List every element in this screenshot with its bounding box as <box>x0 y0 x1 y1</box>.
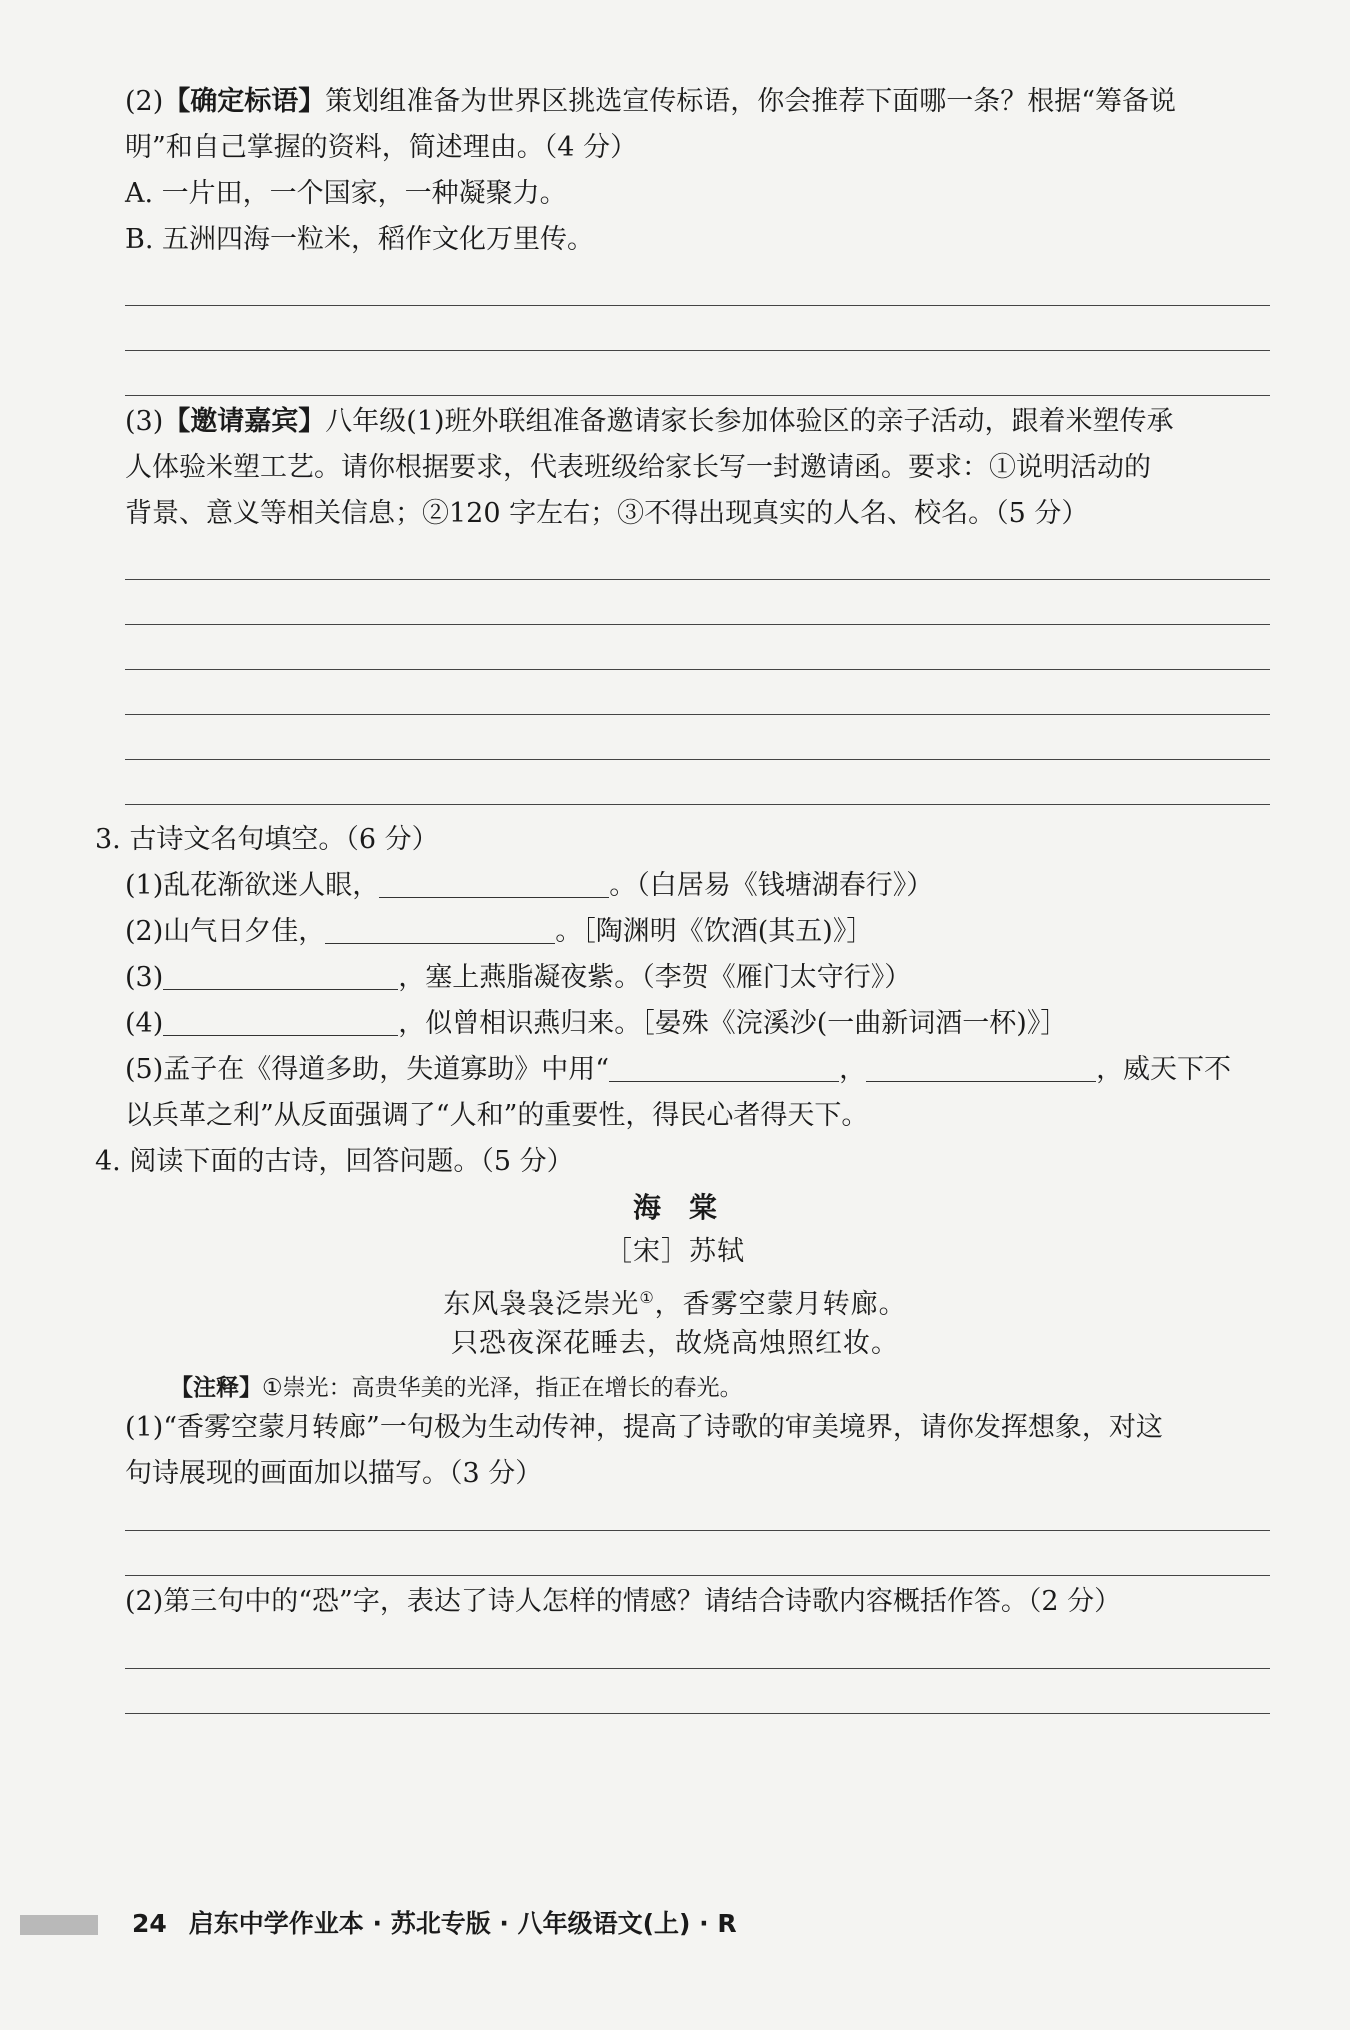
q3-item-5-line-2: 以兵革之利”从反面强调了“人和”的重要性，得民心者得天下。 <box>125 1100 869 1131</box>
poem-title: 海 棠 <box>632 1191 717 1224</box>
poem-note: 【注释】①崇光：高贵华美的光泽，指正在增长的春光。 <box>170 1375 743 1401</box>
q4-sub-2: (2)第三句中的“恐”字，表达了诗人怎样的情感？请结合诗歌内容概括作答。（2 分） <box>125 1586 1122 1617</box>
q3-item-2: (2)山气日夕佳， 。［陶渊明《饮酒(其五)》］ <box>125 912 1270 952</box>
answer-line[interactable] <box>125 804 1270 805</box>
answer-line[interactable] <box>125 395 1270 396</box>
answer-line[interactable] <box>125 305 1270 306</box>
q2-2-text-line-1: (2)【确定标语】策划组准备为世界区挑选宣传标语，你会推荐下面哪一条？根据“筹备说 <box>125 86 1177 117</box>
question-number: (3) <box>125 406 164 437</box>
question-tag: 【确定标语】 <box>163 86 326 117</box>
q2-2-text-line-2: 明”和自己掌握的资料，简述理由。（4 分） <box>125 132 638 163</box>
answer-line[interactable] <box>125 579 1270 580</box>
poem-line-2: 只恐夜深花睡去，故烧高烛照红妆。 <box>451 1328 899 1359</box>
answer-line[interactable] <box>125 350 1270 351</box>
q3-item-3: (3) ，塞上燕脂凝夜紫。（李贺《雁门太守行》） <box>125 958 1270 998</box>
q2-2-option-a: A. 一片田，一个国家，一种凝聚力。 <box>125 178 567 209</box>
footnote-mark: ① <box>639 1288 655 1307</box>
q4-sub-1-line-1: (1)“香雾空蒙月转廊”一句极为生动传神，提高了诗歌的审美境界，请你发挥想象，对这 <box>125 1412 1163 1443</box>
answer-line[interactable] <box>125 1713 1270 1714</box>
fill-blank[interactable] <box>609 1051 839 1082</box>
answer-line[interactable] <box>125 759 1270 760</box>
q3-item-4: (4) ，似曾相识燕归来。［晏殊《浣溪沙(一曲新词酒一杯)》］ <box>125 1004 1270 1044</box>
q2-2-option-b: B. 五洲四海一粒米，稻作文化万里传。 <box>125 224 595 255</box>
poem-author: ［宋］苏轼 <box>605 1236 745 1267</box>
answer-line[interactable] <box>125 1575 1270 1576</box>
answer-line[interactable] <box>125 624 1270 625</box>
q4-title: 4. 阅读下面的古诗，回答问题。（5 分） <box>95 1146 574 1177</box>
answer-line[interactable] <box>125 1668 1270 1669</box>
q3-title: 3. 古诗文名句填空。（6 分） <box>95 824 439 855</box>
q3-item-1: (1)乱花渐欲迷人眼， 。（白居易《钱塘湖春行》） <box>125 866 1270 906</box>
book-title: 启东中学作业本 · 苏北专版 · 八年级语文(上) · R <box>188 1909 737 1938</box>
fill-blank[interactable] <box>163 1005 398 1036</box>
q3-item-5: (5)孟子在《得道多助，失道寡助》中用“ ， ，威天下不 <box>125 1050 1270 1090</box>
page-number: 24 <box>132 1909 167 1938</box>
answer-line[interactable] <box>125 669 1270 670</box>
footer-bar <box>20 1915 98 1935</box>
fill-blank[interactable] <box>379 867 609 898</box>
fill-blank[interactable] <box>163 959 398 990</box>
poem-line-1: 东风袅袅泛崇光①，香雾空蒙月转廊。 <box>443 1288 907 1320</box>
q2-3-text-line-2: 人体验米塑工艺。请你根据要求，代表班级给家长写一封邀请函。要求：①说明活动的 <box>125 452 1151 483</box>
question-number: (2) <box>125 86 164 117</box>
answer-line[interactable] <box>125 1530 1270 1531</box>
q2-3-text-line-1: (3)【邀请嘉宾】八年级(1)班外联组准备邀请家长参加体验区的亲子活动，跟着米塑传承 <box>125 406 1174 437</box>
q2-3-text-line-3: 背景、意义等相关信息；②120 字左右；③不得出现真实的人名、校名。（5 分） <box>125 498 1089 529</box>
fill-blank[interactable] <box>325 913 555 944</box>
note-tag: 【注释】 <box>170 1375 262 1401</box>
q4-sub-1-line-2: 句诗展现的画面加以描写。（3 分） <box>125 1458 543 1489</box>
question-tag: 【邀请嘉宾】 <box>163 406 326 437</box>
page-footer <box>132 1906 737 1942</box>
fill-blank[interactable] <box>866 1051 1096 1082</box>
answer-line[interactable] <box>125 714 1270 715</box>
